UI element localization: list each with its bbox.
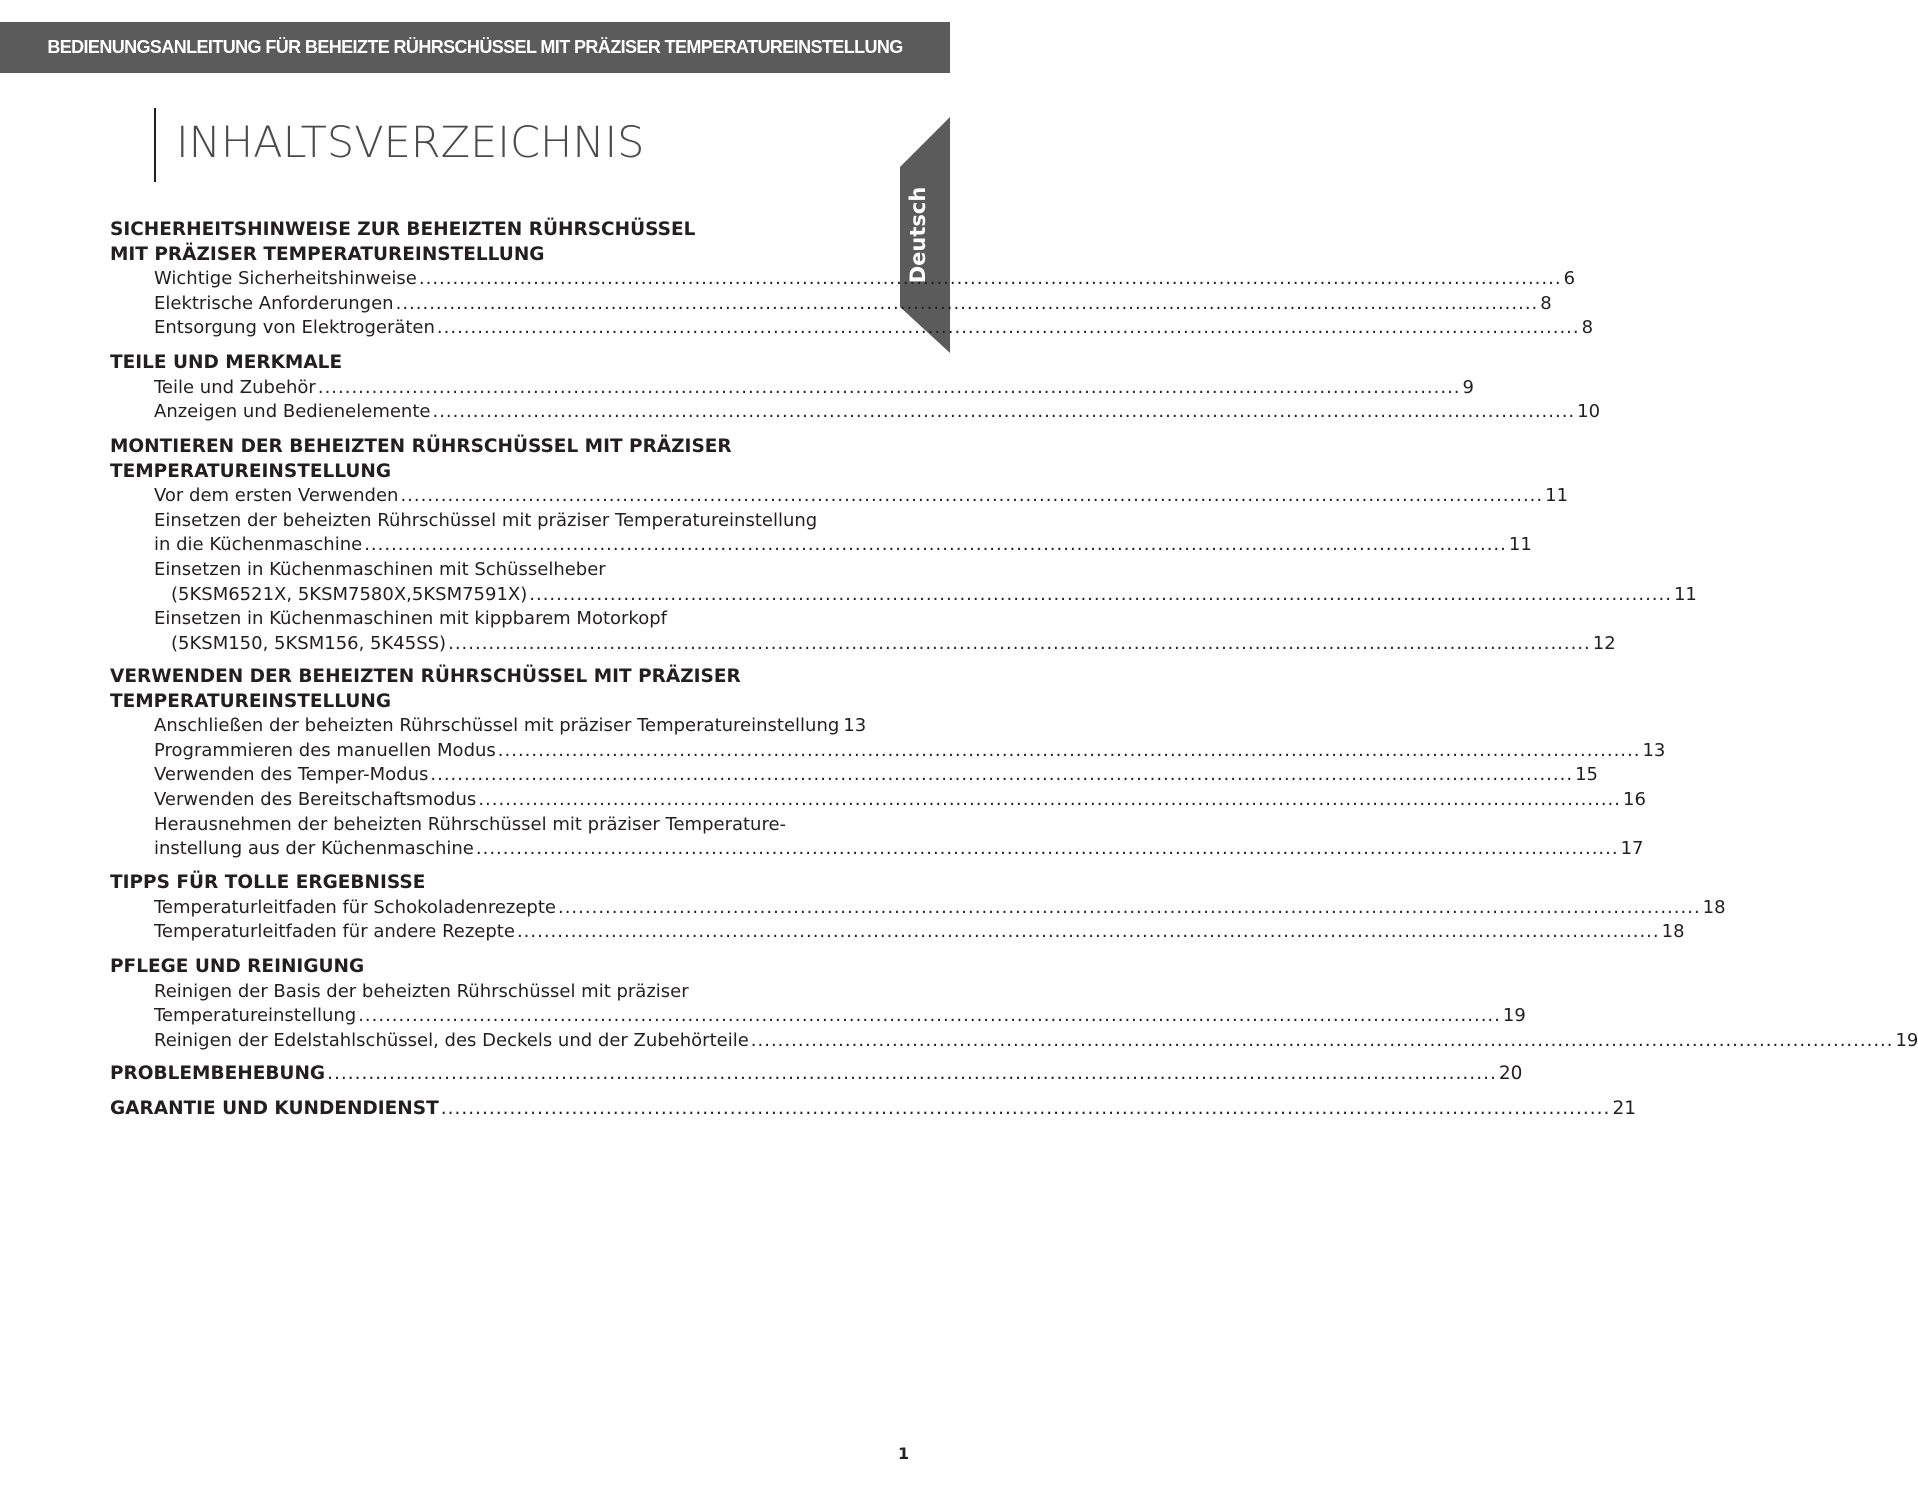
toc-entry bbox=[154, 896, 1726, 921]
toc-entry bbox=[154, 763, 1598, 788]
toc-entry bbox=[154, 558, 1697, 607]
dot-leader: .......................................................................................................................................................................... bbox=[400, 485, 1544, 507]
page-ref: 19 bbox=[1895, 1029, 1918, 1051]
toc-entry-line bbox=[154, 316, 1594, 341]
toc-entry-text: Anschließen der beheizten Rührschüssel mit präziser Temperatureinstellung bbox=[154, 715, 840, 737]
section-title-line bbox=[110, 955, 862, 980]
section-title-line bbox=[110, 435, 862, 460]
page-ref: 8 bbox=[1540, 292, 1552, 314]
dot-leader: .......................................................................................................................................................................... bbox=[448, 632, 1591, 654]
section-title-text: GARANTIE UND KUNDENDIENST bbox=[110, 1098, 439, 1119]
toc-entry-text: Einsetzen der beheizten Rührschüssel mit präziser Temperatureinstellung bbox=[154, 509, 818, 531]
section-title-line bbox=[110, 460, 862, 485]
toc-entry-line bbox=[154, 558, 862, 583]
toc-entry-line bbox=[154, 607, 862, 632]
toc-entry-line bbox=[154, 1029, 1918, 1054]
section-title-line bbox=[110, 218, 862, 243]
section-title-line bbox=[110, 665, 862, 690]
dot-leader: .......................................................................................................................................................................... bbox=[529, 583, 1672, 605]
toc-entry-line bbox=[154, 292, 1552, 317]
toc-entry bbox=[154, 1029, 1918, 1054]
page-ref: 18 bbox=[1702, 896, 1726, 918]
toc-entry bbox=[154, 376, 1474, 401]
toc-entry-line bbox=[154, 813, 862, 838]
dot-leader: .......................................................................................................................................................................... bbox=[516, 921, 1660, 943]
section-title-line bbox=[110, 690, 862, 715]
toc-entry-line bbox=[154, 400, 1601, 425]
dot-leader: .......................................................................................................................................................................... bbox=[478, 789, 1621, 810]
toc-entry-line bbox=[154, 583, 1697, 608]
toc-entry-text: Vor dem ersten Verwenden bbox=[154, 485, 399, 507]
section-title-text: TEILE UND MERKMALE bbox=[110, 352, 343, 373]
toc-entry-text: in die Küchenmaschine bbox=[154, 534, 363, 556]
section-title-text: VERWENDEN DER BEHEIZTEN RÜHRSCHÜSSEL MIT PRÄZISER bbox=[110, 666, 741, 687]
toc-entry-text: (5KSM150, 5KSM156, 5K45SS) bbox=[171, 632, 447, 654]
toc-entry bbox=[154, 813, 1644, 862]
toc-entry-text: Temperaturleitfaden für Schokoladenrezepte bbox=[154, 896, 556, 918]
toc-entry-text: Temperaturleitfaden für andere Rezepte bbox=[154, 921, 515, 943]
toc-entry-line bbox=[154, 739, 1666, 764]
toc-entry-text: Elektrische Anforderungen bbox=[154, 292, 394, 314]
page-ref: 11 bbox=[1545, 485, 1569, 507]
language-tab-label: Deutsch bbox=[906, 186, 930, 284]
page-ref: 8 bbox=[1581, 317, 1594, 339]
dot-leader: .......................................................................................................................................................................... bbox=[430, 764, 1574, 786]
toc-entry-text: Reinigen der Basis der beheizten Rührschüssel mit präziser bbox=[154, 980, 689, 1002]
toc-entry-line bbox=[154, 267, 1576, 292]
page-ref: 11 bbox=[1673, 583, 1697, 605]
page-ref: 10 bbox=[1577, 401, 1601, 423]
toc-entry bbox=[154, 292, 1552, 317]
header-title: BEDIENUNGSANLEITUNG FÜR BEHEIZTE RÜHRSCHÜSSEL MIT PRÄZISER TEMPERATUREINSTELLUNG bbox=[47, 37, 903, 57]
page-ref: 15 bbox=[1575, 764, 1598, 786]
dot-leader: .......................................................................................................................................................................... bbox=[497, 739, 1641, 761]
toc-entry bbox=[154, 509, 1532, 558]
section-title-line bbox=[110, 1097, 1636, 1122]
toc-entry bbox=[154, 920, 1685, 945]
section-title-line bbox=[110, 1062, 1523, 1087]
toc-entry-line bbox=[154, 788, 1646, 813]
toc-entry-line bbox=[154, 980, 862, 1005]
section-title-line bbox=[110, 871, 862, 896]
toc-entry bbox=[154, 316, 1594, 341]
section-title bbox=[110, 435, 862, 484]
dot-leader: .......................................................................................................................................................................... bbox=[432, 401, 1576, 423]
page-ref: 12 bbox=[1592, 632, 1616, 654]
page-ref: 19 bbox=[1502, 1005, 1526, 1027]
page-title: INHALTSVERZEICHNIS bbox=[176, 118, 645, 168]
page-ref: 13 bbox=[843, 715, 867, 737]
title-divider bbox=[154, 108, 156, 182]
toc-entry-text: Anzeigen und Bedienelemente bbox=[154, 401, 431, 423]
toc-entry bbox=[154, 714, 867, 739]
toc-entry-text: Herausnehmen der beheizten Rührschüssel mit präziser Temperature- bbox=[154, 813, 787, 835]
toc-entry-line bbox=[154, 632, 1616, 657]
toc-entry-text: Entsorgung von Elektrogeräten bbox=[154, 317, 435, 339]
dot-leader: .......................................................................................................................................................................... bbox=[750, 1029, 1894, 1051]
section-title bbox=[110, 351, 862, 376]
page-ref: 16 bbox=[1623, 789, 1646, 810]
section-title-text: TEMPERATUREINSTELLUNG bbox=[110, 690, 392, 712]
dot-leader: .......................................................................................................................................................................... bbox=[364, 534, 1507, 556]
toc-entry-text: Reinigen der Edelstahlschüssel, des Deckels und der Zubehörteile bbox=[154, 1029, 749, 1051]
page-ref: 9 bbox=[1462, 376, 1474, 398]
toc-entry-line bbox=[154, 533, 1532, 558]
toc-entry-line bbox=[154, 920, 1685, 945]
section-title-text: PFLEGE UND REINIGUNG bbox=[110, 956, 365, 977]
section-title bbox=[110, 665, 862, 714]
toc-entry-line bbox=[154, 837, 1644, 862]
toc-entry-text: Programmieren des manuellen Modus bbox=[154, 739, 496, 761]
toc-entry bbox=[154, 267, 1576, 292]
section-title-text: TIPPS FÜR TOLLE ERGEBNISSE bbox=[110, 872, 426, 893]
page-ref: 21 bbox=[1612, 1098, 1636, 1119]
page-ref: 11 bbox=[1508, 534, 1532, 556]
toc-entry-text: instellung aus der Küchenmaschine bbox=[154, 838, 474, 860]
toc-entry bbox=[154, 607, 1616, 656]
dot-leader: .......................................................................................................................................................................... bbox=[440, 1098, 1611, 1119]
section-title-line bbox=[110, 351, 862, 376]
toc-entry-text: Einsetzen in Küchenmaschinen mit Schüsselheber bbox=[154, 559, 606, 580]
dot-leader: .......................................................................................................................................................................... bbox=[418, 268, 1562, 290]
section-title-text: TEMPERATUREINSTELLUNG bbox=[110, 460, 392, 482]
section-title-text: SICHERHEITSHINWEISE ZUR BEHEIZTEN RÜHRSCHÜSSEL bbox=[110, 219, 696, 240]
toc-entry-line bbox=[154, 1004, 1526, 1029]
page-ref: 6 bbox=[1563, 268, 1576, 290]
toc-entry-text: Einsetzen in Küchenmaschinen mit kippbarem Motorkopf bbox=[154, 608, 667, 630]
toc-entry-text: Wichtige Sicherheitshinweise bbox=[154, 268, 417, 290]
section-title bbox=[110, 1097, 1636, 1122]
section-title-text: PROBLEMBEHEBUNG bbox=[110, 1063, 326, 1084]
page-ref: 13 bbox=[1642, 739, 1666, 761]
toc-entry-line bbox=[154, 896, 1726, 921]
section-title bbox=[110, 871, 862, 896]
toc-entry-text: Teile und Zubehör bbox=[154, 376, 316, 398]
toc-entry-line bbox=[154, 509, 862, 534]
page-ref: 18 bbox=[1661, 921, 1685, 943]
dot-leader: .......................................................................................................................................................................... bbox=[327, 1063, 1497, 1084]
page-ref: 20 bbox=[1498, 1063, 1523, 1084]
section-title-text: MIT PRÄZISER TEMPERATUREINSTELLUNG bbox=[110, 243, 545, 265]
toc-entry-line bbox=[154, 376, 1474, 401]
dot-leader: .......................................................................................................................................................................... bbox=[557, 896, 1701, 918]
page-ref: 17 bbox=[1620, 838, 1644, 860]
toc-entry-line bbox=[154, 763, 1598, 788]
section-title-text: MONTIEREN DER BEHEIZTEN RÜHRSCHÜSSEL MIT PRÄZISER bbox=[110, 436, 732, 457]
toc-entry-line bbox=[154, 714, 867, 739]
toc-entry bbox=[154, 980, 1526, 1029]
toc-entry bbox=[154, 788, 1646, 813]
section-title-line bbox=[110, 243, 862, 268]
dot-leader: .......................................................................................................................................................................... bbox=[475, 838, 1619, 860]
header-bar bbox=[0, 22, 950, 73]
toc-entry bbox=[154, 400, 1601, 425]
section-title bbox=[110, 955, 862, 980]
dot-leader: .......................................................................................................................................................................... bbox=[395, 292, 1539, 314]
toc-entry-text: (5KSM6521X, 5KSM7580X,5KSM7591X) bbox=[171, 583, 528, 605]
dot-leader: .......................................................................................................................................................................... bbox=[436, 317, 1580, 339]
toc-entry bbox=[154, 739, 1666, 764]
dot-leader: .......................................................................................................................................................................... bbox=[317, 376, 1461, 398]
toc-entry-text: Verwenden des Temper-Modus bbox=[154, 764, 429, 786]
section-title bbox=[110, 1062, 1523, 1087]
toc-entry-text: Verwenden des Bereitschaftsmodus bbox=[154, 789, 477, 810]
section-title bbox=[110, 218, 862, 267]
toc-entry-text: Temperatureinstellung bbox=[154, 1005, 357, 1027]
dot-leader: .......................................................................................................................................................................... bbox=[358, 1005, 1501, 1027]
page-number: 1 bbox=[898, 1444, 910, 1463]
toc-entry bbox=[154, 484, 1569, 509]
toc-entry-line bbox=[154, 484, 1569, 509]
